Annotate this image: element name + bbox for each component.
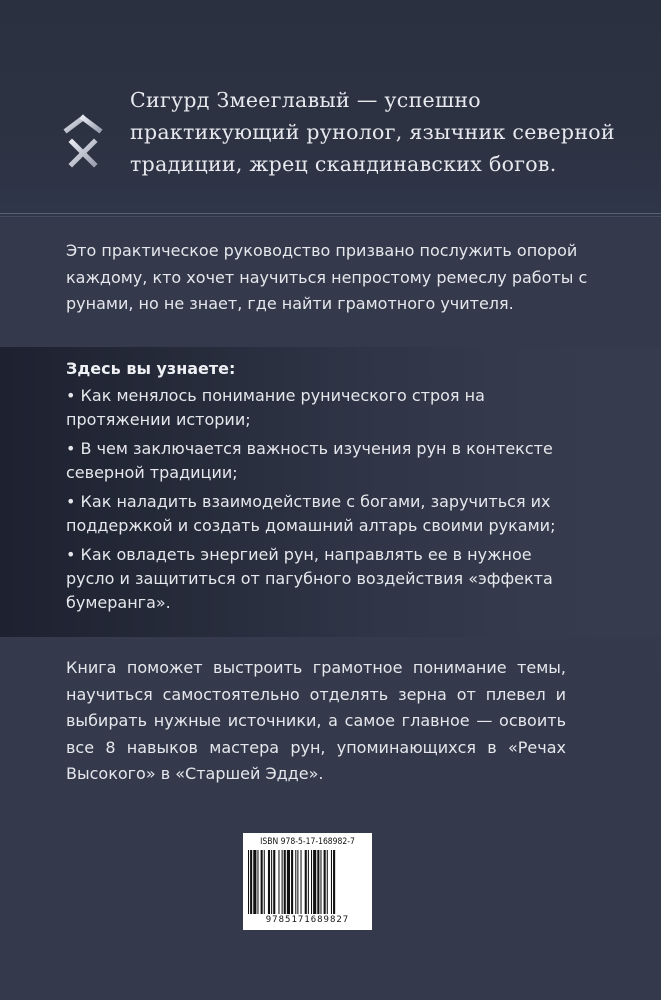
- barcode-bar: [268, 850, 270, 914]
- barcode-bar: [264, 850, 265, 914]
- barcode-bar: [305, 850, 307, 914]
- list-item: • Как менялось понимание рунического строя на протяжении истории;: [66, 386, 485, 429]
- intro-paragraph: Это практическое руководство призвано послужить опорой каждому, кто хочет научиться непростому ремеслу работы с рунами, но не знает, где найти грамотного учителя.: [66, 241, 588, 313]
- barcode-bar: [317, 850, 319, 914]
- barcode-bar: [248, 850, 249, 914]
- barcode-bar: [301, 850, 302, 914]
- barcode-bar: [257, 850, 258, 914]
- barcode-bar: [297, 850, 298, 914]
- learn-heading: Здесь вы узнаете:: [66, 359, 236, 378]
- barcode-bar: [331, 850, 332, 914]
- barcode-bars: [248, 850, 367, 914]
- barcode-bar: [284, 850, 286, 914]
- barcode-bar: [291, 850, 293, 914]
- barcode-bar: [253, 850, 256, 914]
- author-band: [0, 0, 661, 218]
- list-item: • Как наладить взаимодействие с богами, заручиться их поддержкой и создать домашний алтарь своими руками;: [66, 492, 556, 535]
- barcode-bar: [271, 850, 272, 914]
- divider-line: [0, 216, 661, 217]
- barcode-bar: [287, 850, 290, 914]
- author-bio: Сигурд Змееглавый — успешно практикующий рунолог, язычник северной традиции, жрец скандинавских богов.: [130, 88, 615, 176]
- barcode-bar: [327, 850, 328, 914]
- isbn-label: ISBN 978-5-17-168982-7: [260, 837, 355, 847]
- barcode-bar: [324, 850, 326, 914]
- list-item: • В чем заключается важность изучения рун в контексте северной традиции;: [66, 439, 553, 482]
- barcode-bar: [273, 850, 275, 914]
- barcode-bar: [313, 850, 316, 914]
- barcode-digits: 9785171689827: [265, 915, 350, 925]
- barcode-bar: [282, 850, 283, 914]
- isbn-barcode: [243, 833, 372, 930]
- barcode-bar: [250, 850, 252, 914]
- barcode-bar: [311, 850, 312, 914]
- outro-paragraph: Книга поможет выстроить грамотное понимание темы, научиться самостоятельно отделять зерна от плевел и выбирать нужные источники, а самое главное — освоить все 8 навыков мастера рун, упоминающихся в «Речах Высокого» в «Старшей Эдде».: [66, 658, 566, 783]
- barcode-bar: [333, 850, 335, 914]
- barcode-bar: [295, 850, 296, 914]
- divider-line: [0, 213, 661, 214]
- barcode-bar: [308, 850, 309, 914]
- barcode-bar: [320, 850, 321, 914]
- learn-list: [66, 384, 566, 620]
- barcode-bar: [278, 850, 279, 914]
- barcode-bar: [261, 850, 263, 914]
- list-item: • Как овладеть энергией рун, направлять ее в нужное русло и защититься от пагубного воздействия «эффекта бумеранга».: [66, 545, 553, 612]
- rune-monogram-icon: [52, 80, 114, 180]
